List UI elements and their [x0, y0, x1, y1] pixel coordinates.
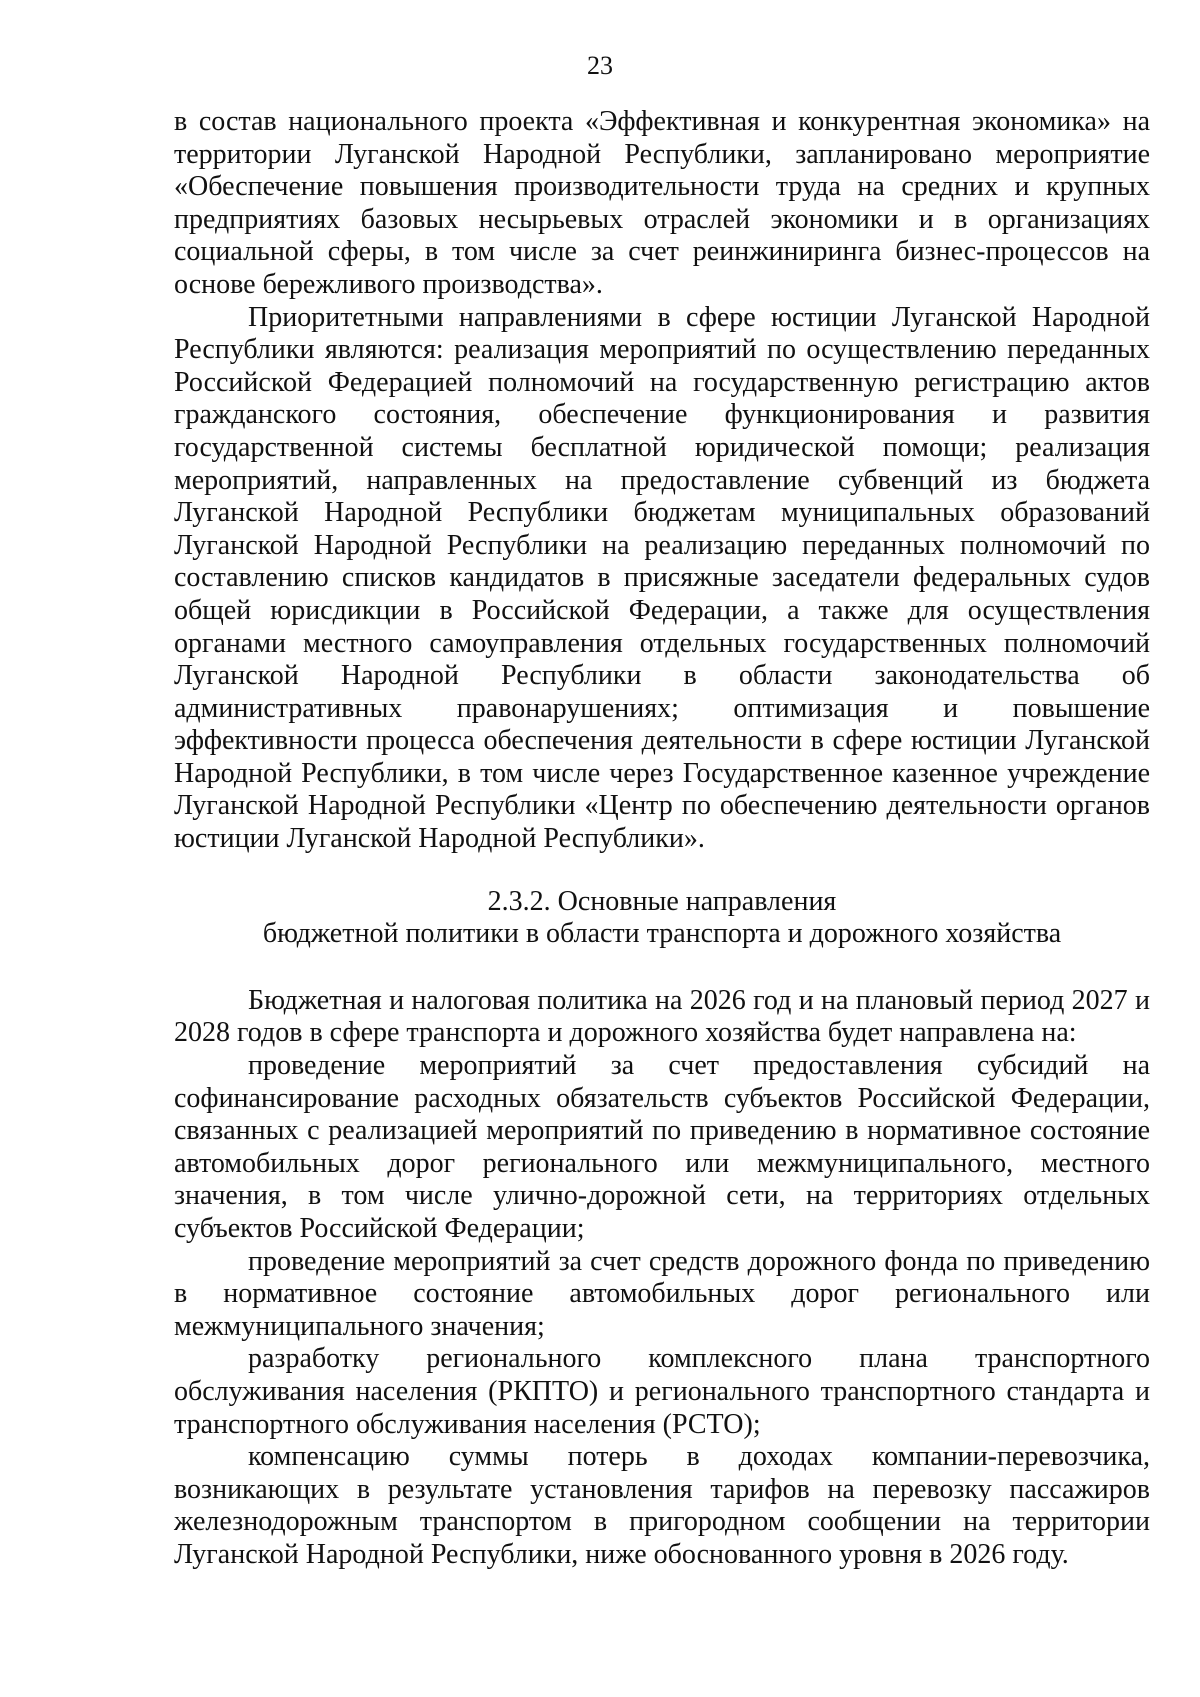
section-heading-line-1: 2.3.2. Основные направления	[487, 885, 837, 917]
paragraph-carrier-compensation: компенсацию суммы потерь в доходах компании-перевозчика, возникающих в результате установления тарифов на перевозку пассажиров железнодорожным транспортом в пригородном сообщении на территории Луганской Народной Республики, ниже обоснованного уровня в 2026 году.	[174, 1441, 1150, 1570]
paragraph-road-fund: проведение мероприятий за счет средств дорожного фонда по приведению в нормативное состояние автомобильных дорог регионального или межмуниципального значения;	[174, 1245, 1150, 1342]
section-heading-line-2: бюджетной политики в области транспорта и дорожного хозяйства	[262, 918, 1062, 950]
paragraph-subsidies-roads: проведение мероприятий за счет предоставления субсидий на софинансирование расходных обязательств субъектов Российской Федерации, связанных с реализацией мероприятий по приведению в нормативное состояние автомобильных дорог регионального или межмуниципального, местного значения, в том числе улично-дорожной сети, на территориях отдельных субъектов Российской Федерации;	[174, 1050, 1150, 1244]
paragraph-transport-plan: разработку регионального комплексного плана транспортного обслуживания населения (РКПТО) и регионального транспортного стандарта и транспортного обслуживания населения (РСТО);	[174, 1343, 1150, 1440]
section-heading	[174, 886, 1150, 951]
paragraph-justice-priorities: Приоритетными направлениями в сфере юстиции Луганской Народной Республики являются: реализация мероприятий по осуществлению переданных Российской Федерацией полномочий на государственную регистрацию актов гражданского состояния, обеспечение функционирования и развития государственной системы бесплатной юридической помощи; реализация мероприятий, направленных на предоставление субвенций из бюджета Луганской Народной Республики бюджетам муниципальных образований Луганской Народной Республики на реализацию переданных полномочий по составлению списков кандидатов в присяжные заседатели федеральных судов общей юрисдикции в Российской Федерации, а также для осуществления органами местного самоуправления отдельных государственных полномочий Луганской Народной Республики в области законодательства об административных правонарушениях; оптимизация и повышение эффективности процесса обеспечения деятельности в сфере юстиции Луганской Народной Республики, в том числе через Государственное казенное учреждение Луганской Народной Республики «Центр по обеспечению деятельности органов юстиции Луганской Народной Республики».	[174, 301, 1150, 855]
paragraph-transport-policy-intro: Бюджетная и налоговая политика на 2026 год и на плановый период 2027 и 2028 годов в сфере транспорта и дорожного хозяйства будет направлена на:	[174, 984, 1150, 1049]
document-body	[174, 106, 1150, 1572]
paragraph-national-project: в состав национального проекта «Эффективная и конкурентная экономика» на территории Луганской Народной Республики, запланировано мероприятие «Обеспечение повышения производительности труда на средних и крупных предприятиях базовых несырьевых отраслей экономики и в организациях социальной сферы, в том числе за счет реинжиниринга бизнес-процессов на основе бережливого производства».	[174, 106, 1150, 300]
page-number: 23	[587, 51, 613, 80]
